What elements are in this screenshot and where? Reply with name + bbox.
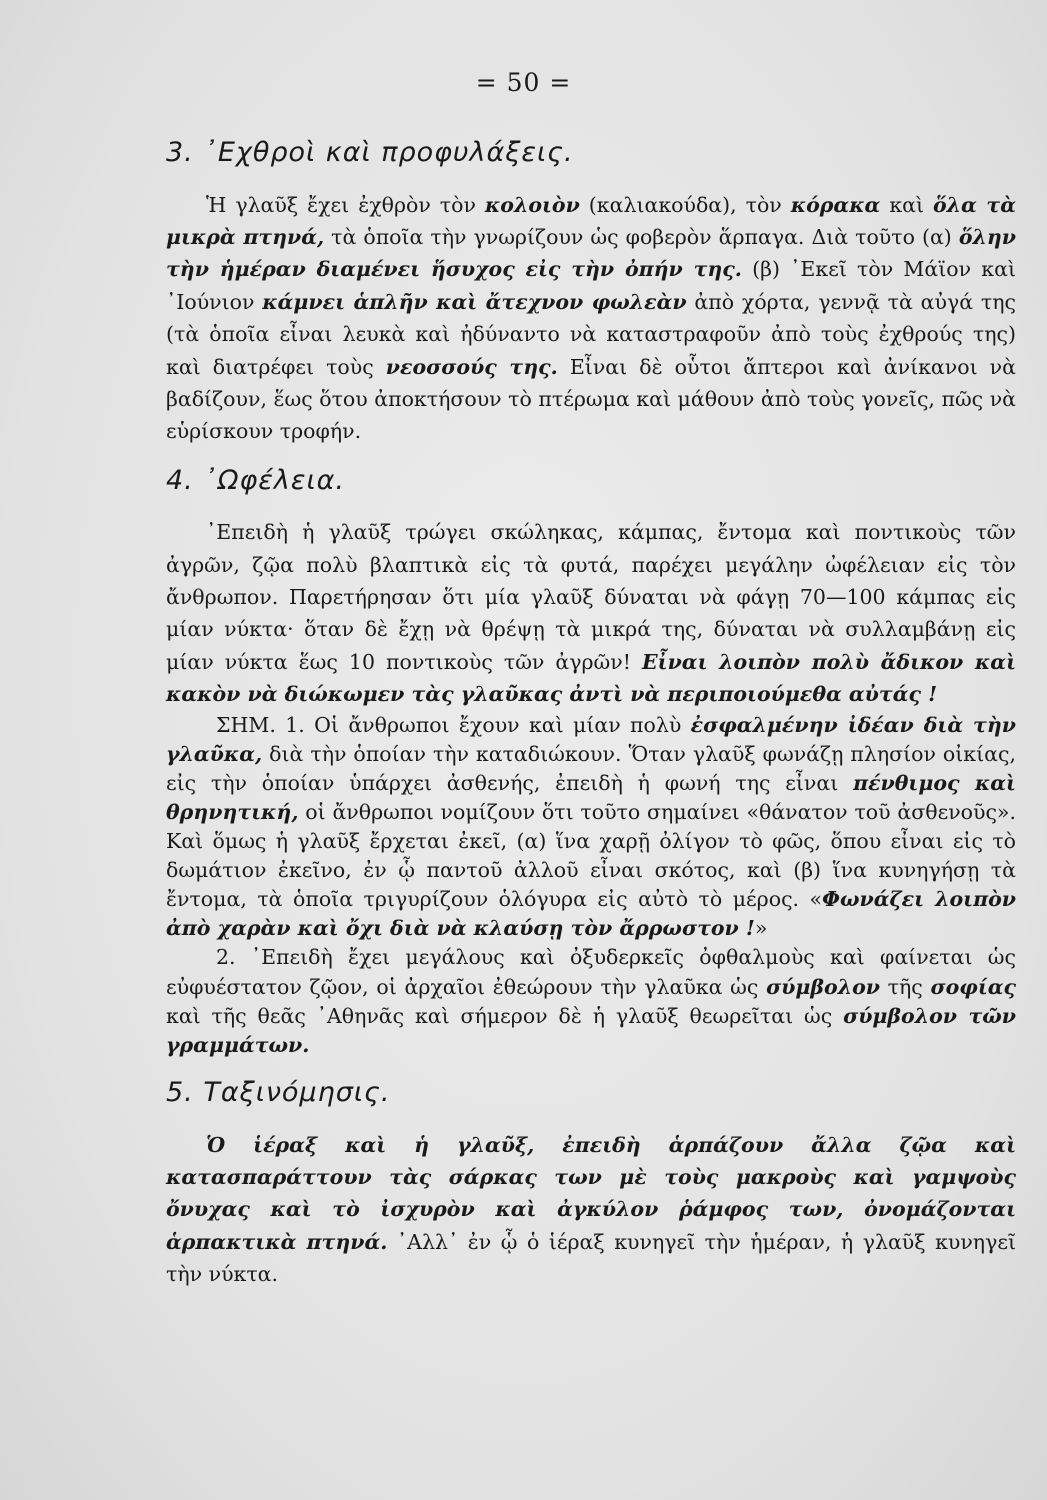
text-run: (καλιακούδα), τὸν — [579, 192, 791, 217]
note-1 — [166, 711, 1016, 944]
text-run: οἱ ἄνθρωποι νομίζουν ὅτι τοῦτο σημαίνει «θάνατον τοῦ ἀσθενοῦς». Καὶ ὅμως ἡ γλαῦξ ἔρχεται ἐκεῖ, (α) ἵνα χαρῇ ὀλίγον τὸ φῶς, ὅπου εἶναι εἰς τὸ δωμάτιον ἐκεῖνο, ἐν ᾧ παντοῦ ἀλλοῦ εἶναι σκότος, καὶ (β) ἵνα κυνηγήσῃ τὰ ἔντομα, τὰ ὁποῖα τριγυρίζουν ὁλόγυρα εἰς αὐτὸ τὸ μέρος. « — [166, 799, 1016, 912]
text-run: 2. ᾿Επειδὴ ἔχει μεγάλους καὶ ὀξυδερκεῖς ὀφθαλμοὺς καὶ φαίνεται ὡς εὐφυέστατον ζῷον, οἱ ἀρχαῖοι ἐθεώρουν τὴν γλαῦκα ὡς — [166, 945, 1016, 999]
text-run: ΣΗΜ. 1. Οἱ ἄνθρωποι ἔχουν καὶ μίαν πολὺ — [216, 712, 691, 737]
emphasis-text: κάμνει ἁπλῆν καὶ ἄτεχνον φωλεὰν — [262, 289, 687, 314]
note-2 — [166, 943, 1016, 1059]
emphasis-text: κόρακα — [790, 192, 881, 217]
text-run: διὰ τὴν ὁποίαν τὴν καταδιώκουν. Ὅταν γλαῦξ φωνάζῃ πλησίον οἰκίας, εἰς τὴν ὁποίαν ὑπάρχει ἀσθενής, ἐπειδὴ ἡ φωνή της εἶναι — [166, 741, 1016, 795]
emphasis-text: Ὁ ἱέραξ καὶ ἡ γλαῦξ, ἐπειδὴ ἁρπάζουν ἄλλα ζῷα καὶ κατασπαράττουν τὰς σάρκας των μὲ τοὺς μακροὺς καὶ γαμψοὺς ὄνυχας καὶ τὸ ἰσχυρὸν καὶ ἀγκύλον ῥάμφος των, ὀνομάζονται ἁρπακτικὰ πτηνά. — [166, 1132, 1016, 1254]
text-run: καὶ τῆς θεᾶς ᾿Αθηνᾶς καὶ σήμερον δὲ ἡ γλαῦξ θεωρεῖται ὡς — [166, 1003, 844, 1028]
emphasis-text: πένθιμος καὶ θρηνητική, — [166, 770, 1016, 824]
emphasis-text: ὅλα τὰ μικρὰ πτηνά, — [166, 192, 1016, 250]
text-run: ἀπὸ χόρτα, γεννᾷ τὰ αὐγά της (τὰ ὁποῖα εἶναι λευκὰ καὶ ἠδύναντο νὰ καταστραφοῦν ἀπὸ τοὺς ἐχθρούς της) καὶ διατρέφει τοὺς — [166, 289, 1016, 379]
section-4-paragraph — [166, 516, 1016, 710]
text-run: ᾿Αλλ᾿ ἐν ᾧ ὁ ἱέραξ κυνηγεῖ τὴν ἡμέραν, ἡ γλαῦξ κυνηγεῖ τὴν νύκτα. — [166, 1229, 1016, 1287]
section-5-paragraph — [166, 1129, 1016, 1291]
emphasis-text: σοφίας — [930, 974, 1016, 999]
text-run: τὰ ὁποῖα τὴν γνωρίζουν ὡς φοβερὸν ἅρπαγα. Διὰ τοῦτο (α) — [324, 225, 959, 250]
emphasis-text: Φωνάζει λοιπὸν ἀπὸ χαρὰν καὶ ὄχι διὰ νὰ κλαύσῃ τὸν ἄρρωστον ! — [166, 887, 1016, 941]
text-run: τῆς — [879, 974, 931, 999]
emphasis-text: νεοσσούς της. — [385, 354, 558, 379]
text-run: ᾿Επειδὴ ἡ γλαῦξ τρώγει σκώληκας, κάμπας, ἔντομα καὶ ποντικοὺς τῶν ἀγρῶν, ζῷα πολὺ βλαπτικὰ εἰς τὰ φυτά, παρέχει μεγάλην ὠφέλειαν εἰς τὸν ἄνθρωπον. Παρετήρησαν ὅτι μία γλαῦξ δύναται νὰ φάγῃ 70—100 κάμπας εἰς μίαν νύκτα· ὅταν δὲ ἔχῃ νὰ θρέψῃ τὰ μικρά της, δύναται νὰ συλλαμβάνῃ εἰς μίαν νύκτα ἕως 10 ποντικοὺς τῶν ἀγρῶν! — [166, 520, 1016, 674]
text-run: καὶ — [880, 192, 933, 217]
section-5-heading: 5. Ταξινόμησις. — [166, 1076, 391, 1108]
emphasis-text: σύμβολον τῶν γραμμάτων. — [166, 1003, 1016, 1057]
text-run: Ἡ γλαῦξ ἔχει ἐχθρὸν τὸν — [206, 192, 485, 217]
emphasis-text: ἐσφαλμένην ἰδέαν διὰ τὴν γλαῦκα, — [166, 712, 1016, 766]
text-run: Εἶναι δὲ οὗτοι ἄπτεροι καὶ ἀνίκανοι νὰ βαδίζουν, ἕως ὅτου ἀποκτήσουν τὸ πτέρωμα καὶ μάθουν ἀπὸ τοὺς γονεῖς, πῶς νὰ εὑρίσκουν τροφήν. — [166, 354, 1016, 444]
page-number: = 50 = — [475, 68, 572, 97]
section-3-heading: 3. ᾿Εχθροὶ καὶ προφυλάξεις. — [166, 137, 574, 168]
page-content — [166, 132, 1016, 1290]
emphasis-text: Εἶναι λοιπὸν πολὺ ἄδικον καὶ κακὸν νὰ διώκωμεν τὰς γλαῦκας ἀντὶ νὰ περιποιούμεθα αὐτάς ! — [166, 649, 1016, 707]
text-run: (β) ᾿Εκεῖ τὸν Μάϊον καὶ ᾿Ιούνιον — [166, 257, 1016, 314]
emphasis-text: ὅλην τὴν ἡμέραν διαμένει ἥσυχος εἰς τὴν ὀπήν της. — [166, 225, 1016, 282]
emphasis-text: κολοιὸν — [484, 192, 580, 217]
section-4-heading: 4. ᾿Ωφέλεια. — [166, 464, 345, 496]
emphasis-text: σύμβολον — [766, 974, 880, 999]
text-run: » — [754, 916, 768, 941]
section-3-paragraph — [166, 189, 1016, 448]
